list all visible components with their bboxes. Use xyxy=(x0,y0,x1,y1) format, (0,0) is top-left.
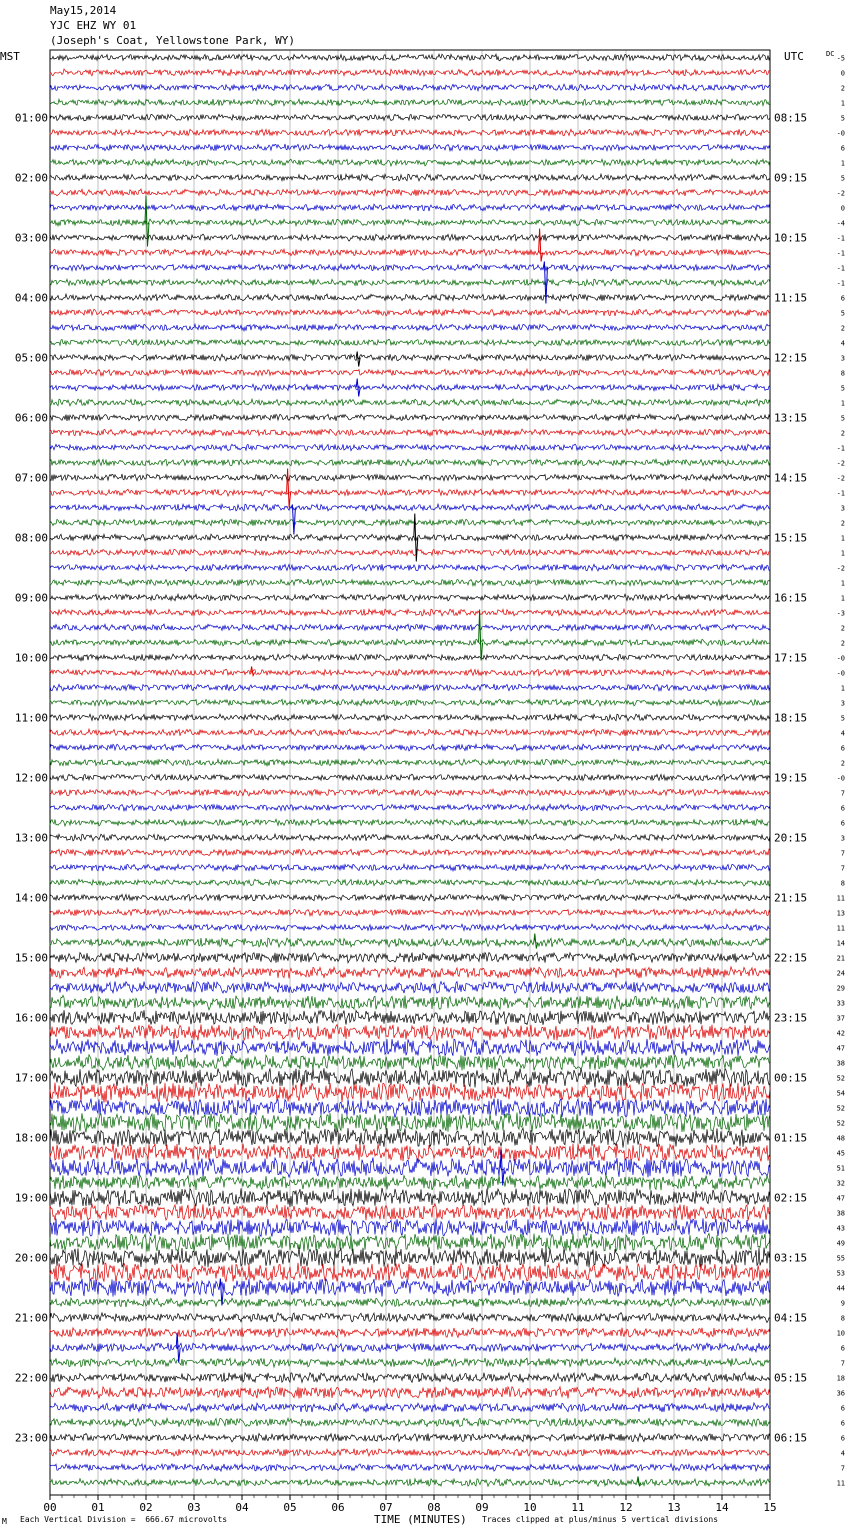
x-tick-label: 00 xyxy=(43,1501,57,1514)
left-hour-label: 05:00 xyxy=(14,351,48,365)
trace-row-87 xyxy=(50,1358,770,1367)
right-hour-label: 10:15 xyxy=(774,231,808,245)
right-hour-label: 09:15 xyxy=(774,171,808,185)
dc-offset-label: 3 xyxy=(840,699,845,708)
right-hour-label: 04:15 xyxy=(774,1311,808,1325)
left-hour-label: 23:00 xyxy=(14,1431,48,1445)
left-hour-label: 03:00 xyxy=(14,231,48,245)
dc-offset-label: -1 xyxy=(836,279,845,288)
trace-row-23 xyxy=(50,399,770,406)
dc-offset-label: 43 xyxy=(836,1224,845,1233)
right-hour-label: 01:15 xyxy=(774,1131,808,1145)
left-hour-label: 06:00 xyxy=(14,411,48,425)
dc-offset-label: 2 xyxy=(840,429,845,438)
dc-offset-label: 45 xyxy=(836,1149,845,1158)
dc-offset-label: 13 xyxy=(836,909,845,918)
trace-row-66 xyxy=(50,1039,770,1056)
right-hour-label: 15:15 xyxy=(774,531,808,545)
left-zone-label: MST xyxy=(0,50,20,63)
dc-offset-label: -2 xyxy=(836,189,845,198)
dc-offset-label: 14 xyxy=(836,939,845,948)
trace-row-69 xyxy=(50,1082,770,1103)
left-hour-label: 07:00 xyxy=(14,471,48,485)
trace-row-48 xyxy=(50,774,770,781)
right-hour-label: 18:15 xyxy=(774,711,808,725)
dc-offset-label: 6 xyxy=(840,1404,845,1413)
trace-row-58 xyxy=(50,924,770,931)
dc-offset-label: 18 xyxy=(836,1374,845,1383)
right-hour-label: 20:15 xyxy=(774,831,808,845)
trace-row-72 xyxy=(50,1128,770,1148)
dc-offset-label: 5 xyxy=(840,384,845,393)
trace-row-64 xyxy=(50,1010,770,1025)
dc-offset-label: 8 xyxy=(840,369,845,378)
trace-row-41 xyxy=(50,669,770,676)
right-hour-label: 22:15 xyxy=(774,951,808,965)
dc-offset-label: 52 xyxy=(836,1074,845,1083)
dc-offset-label: -1 xyxy=(836,444,845,453)
dc-offset-label: 6 xyxy=(840,144,845,153)
right-hour-label: 08:15 xyxy=(774,111,808,125)
trace-row-67 xyxy=(50,1054,770,1070)
dc-offset-label: 53 xyxy=(836,1269,845,1278)
right-hour-label: 16:15 xyxy=(774,591,808,605)
dc-offset-label: 2 xyxy=(840,519,845,528)
trace-row-80 xyxy=(50,1247,770,1268)
dc-offset-label: 51 xyxy=(836,1164,845,1173)
dc-offset-label: 37 xyxy=(836,1014,845,1023)
dc-offset-label: 6 xyxy=(840,1344,845,1353)
trace-row-33 xyxy=(50,549,770,556)
dc-offset-label: 1 xyxy=(840,99,845,108)
left-hour-label: 12:00 xyxy=(14,771,48,785)
trace-row-65 xyxy=(50,1024,770,1041)
dc-offset-label: 11 xyxy=(836,894,845,903)
trace-row-16 xyxy=(50,294,770,301)
dc-offset-label: -5 xyxy=(836,54,845,63)
dc-offset-label: -1 xyxy=(836,489,845,498)
trace-row-29 xyxy=(50,489,770,496)
trace-row-54 xyxy=(50,864,770,871)
trace-row-77 xyxy=(50,1204,770,1222)
trace-row-76 xyxy=(50,1188,770,1207)
left-hour-label: 16:00 xyxy=(14,1011,48,1025)
trace-row-14 xyxy=(50,264,770,271)
x-axis-title: TIME (MINUTES) xyxy=(374,1513,467,1526)
clip-note: Traces clipped at plus/minus 5 vertical divisions xyxy=(482,1515,719,1524)
dc-offset-label: 44 xyxy=(836,1284,845,1293)
right-hour-label: 00:15 xyxy=(774,1071,808,1085)
trace-row-73 xyxy=(50,1144,770,1162)
trace-row-89 xyxy=(50,1387,770,1399)
trace-row-62 xyxy=(50,981,770,993)
dc-offset-label: 5 xyxy=(840,309,845,318)
x-tick-label: 06 xyxy=(331,1501,345,1514)
left-hour-label: 10:00 xyxy=(14,651,48,665)
left-hour-label: 01:00 xyxy=(14,111,48,125)
left-hour-label: 13:00 xyxy=(14,831,48,845)
trace-row-3 xyxy=(50,99,770,106)
trace-row-42 xyxy=(50,684,770,691)
event-spike-9 xyxy=(251,667,255,676)
trace-row-8 xyxy=(50,174,770,181)
trace-row-12 xyxy=(50,234,770,241)
trace-row-51 xyxy=(50,819,770,826)
trace-row-83 xyxy=(50,1298,770,1307)
dc-offset-label: -0 xyxy=(836,669,845,678)
dc-offset-label: 32 xyxy=(836,1179,845,1188)
trace-row-86 xyxy=(50,1343,770,1352)
dc-offset-label: 9 xyxy=(840,1299,845,1308)
trace-row-0 xyxy=(50,54,770,61)
x-tick-label: 05 xyxy=(283,1501,297,1514)
x-tick-label: 11 xyxy=(571,1501,585,1514)
chart-location: (Joseph's Coat, Yellowstone Park, WY) xyxy=(50,34,296,47)
trace-row-61 xyxy=(50,967,770,979)
dc-offset-label: -4 xyxy=(836,219,845,228)
dc-offset-label: 6 xyxy=(840,819,845,828)
dc-offset-label: 4 xyxy=(840,1449,845,1458)
trace-row-7 xyxy=(50,159,770,166)
right-hour-label: 03:15 xyxy=(774,1251,808,1265)
trace-row-26 xyxy=(50,444,770,451)
dc-offset-label: 6 xyxy=(840,294,845,303)
trace-row-21 xyxy=(50,369,770,376)
x-tick-label: 10 xyxy=(523,1501,537,1514)
dc-offset-label: 36 xyxy=(836,1389,845,1398)
dc-offset-label: 2 xyxy=(840,759,845,768)
chart-station-title: YJC EHZ WY 01 xyxy=(50,19,137,32)
trace-row-19 xyxy=(50,339,770,346)
dc-offset-label: 7 xyxy=(840,849,845,858)
dc-offset-label: 52 xyxy=(836,1119,845,1128)
trace-row-27 xyxy=(50,459,770,466)
trace-row-34 xyxy=(50,564,770,571)
dc-offset-label: 8 xyxy=(840,1314,845,1323)
left-hour-label: 14:00 xyxy=(14,891,48,905)
x-tick-label: 14 xyxy=(715,1501,729,1514)
dc-offset-label: 5 xyxy=(840,414,845,423)
trace-row-44 xyxy=(50,714,770,721)
dc-offset-label: 54 xyxy=(836,1089,845,1098)
left-hour-label: 21:00 xyxy=(14,1311,48,1325)
trace-row-55 xyxy=(50,879,770,886)
trace-row-95 xyxy=(50,1479,770,1487)
x-tick-label: 12 xyxy=(619,1501,633,1514)
dc-offset-label: 48 xyxy=(836,1134,845,1143)
dc-offset-label: -2 xyxy=(836,459,845,468)
dc-offset-label: 52 xyxy=(836,1104,845,1113)
trace-row-75 xyxy=(50,1175,770,1190)
trace-row-38 xyxy=(50,624,770,631)
trace-row-60 xyxy=(50,952,770,962)
event-spike-14 xyxy=(637,1477,641,1486)
trace-row-82 xyxy=(50,1279,770,1297)
dc-offset-label: 24 xyxy=(836,969,845,978)
trace-row-53 xyxy=(50,849,770,856)
dc-offset-label: 1 xyxy=(840,534,845,543)
trace-row-84 xyxy=(50,1313,770,1323)
dc-offset-label: -0 xyxy=(836,774,845,783)
trace-row-85 xyxy=(50,1328,770,1338)
left-hour-label: 18:00 xyxy=(14,1131,48,1145)
chart-date: May15,2014 xyxy=(50,4,117,17)
trace-row-74 xyxy=(50,1158,770,1178)
x-tick-label: 04 xyxy=(235,1501,249,1514)
trace-row-50 xyxy=(50,804,770,811)
trace-row-10 xyxy=(50,204,770,211)
trace-row-20 xyxy=(50,354,770,361)
dc-offset-label: -2 xyxy=(836,474,845,483)
dc-offset-label: 3 xyxy=(840,504,845,513)
trace-row-59 xyxy=(50,938,770,947)
dc-offset-label: 47 xyxy=(836,1194,845,1203)
right-hour-label: 17:15 xyxy=(774,651,808,665)
dc-offset-label: 7 xyxy=(840,1359,845,1368)
dc-offset-label: 3 xyxy=(840,354,845,363)
trace-row-94 xyxy=(50,1464,770,1472)
dc-offset-label: 0 xyxy=(840,204,845,213)
right-hour-label: 05:15 xyxy=(774,1371,808,1385)
right-hour-label: 11:15 xyxy=(774,291,808,305)
dc-offset-label: 21 xyxy=(836,954,845,963)
dc-offset-label: 1 xyxy=(840,594,845,603)
dc-offset-label: 7 xyxy=(840,864,845,873)
dc-offset-label: 6 xyxy=(840,1419,845,1428)
x-tick-label: 15 xyxy=(763,1501,777,1514)
dc-offset-label: 7 xyxy=(840,1464,845,1473)
dc-offset-label: 2 xyxy=(840,624,845,633)
trace-row-81 xyxy=(50,1263,770,1283)
trace-row-79 xyxy=(50,1233,770,1251)
trace-row-43 xyxy=(50,699,770,706)
right-hour-label: 13:15 xyxy=(774,411,808,425)
trace-row-57 xyxy=(50,909,770,916)
dc-offset-label: 2 xyxy=(840,639,845,648)
trace-row-28 xyxy=(50,474,770,481)
trace-row-13 xyxy=(50,249,770,256)
dc-offset-label: -0 xyxy=(836,654,845,663)
trace-row-52 xyxy=(50,834,770,841)
dc-offset-label: 6 xyxy=(840,1434,845,1443)
left-hour-label: 11:00 xyxy=(14,711,48,725)
left-hour-label: 08:00 xyxy=(14,531,48,545)
left-hour-label: 20:00 xyxy=(14,1251,48,1265)
right-hour-label: 23:15 xyxy=(774,1011,808,1025)
dc-offset-label: 6 xyxy=(840,744,845,753)
trace-row-22 xyxy=(50,384,770,391)
event-spike-0 xyxy=(145,196,149,247)
dc-offset-label: 42 xyxy=(836,1029,845,1038)
trace-row-93 xyxy=(50,1449,770,1456)
left-hour-label: 02:00 xyxy=(14,171,48,185)
dc-offset-label: 1 xyxy=(840,684,845,693)
dc-offset-label: 11 xyxy=(836,924,845,933)
trace-row-45 xyxy=(50,729,770,736)
trace-row-71 xyxy=(50,1113,770,1133)
trace-row-17 xyxy=(50,309,770,316)
right-hour-label: 21:15 xyxy=(774,891,808,905)
right-hour-label: 06:15 xyxy=(774,1431,808,1445)
trace-row-4 xyxy=(50,114,770,121)
x-tick-label: 01 xyxy=(91,1501,105,1514)
dc-offset-label: 5 xyxy=(840,114,845,123)
trace-row-15 xyxy=(50,279,770,286)
dc-offset-label: 1 xyxy=(840,549,845,558)
x-tick-label: 13 xyxy=(667,1501,681,1514)
right-hour-label: 19:15 xyxy=(774,771,808,785)
trace-row-63 xyxy=(50,995,770,1010)
trace-row-18 xyxy=(50,324,770,331)
dc-offset-label: -2 xyxy=(836,564,845,573)
left-hour-label: 22:00 xyxy=(14,1371,48,1385)
dc-offset-label: 38 xyxy=(836,1059,845,1068)
x-tick-label: 03 xyxy=(187,1501,201,1514)
trace-row-2 xyxy=(50,84,770,91)
trace-row-9 xyxy=(50,189,770,196)
dc-offset-label: 6 xyxy=(840,804,845,813)
dc-offset-label: 5 xyxy=(840,714,845,723)
dc-offset-label: 29 xyxy=(836,984,845,993)
scale-note: Each Vertical Division = 666.67 microvolts xyxy=(20,1515,228,1524)
trace-row-91 xyxy=(50,1418,770,1427)
trace-row-68 xyxy=(50,1068,770,1088)
dc-offset-label: 47 xyxy=(836,1044,845,1053)
dc-offset-label: 4 xyxy=(840,729,845,738)
dc-offset-label: -0 xyxy=(836,129,845,138)
trace-row-78 xyxy=(50,1218,770,1236)
trace-row-31 xyxy=(50,519,770,526)
left-hour-label: 17:00 xyxy=(14,1071,48,1085)
dc-offset-label: 2 xyxy=(840,84,845,93)
right-hour-label: 12:15 xyxy=(774,351,808,365)
trace-row-1 xyxy=(50,69,770,76)
dc-header: DC xyxy=(826,50,835,58)
trace-row-92 xyxy=(50,1433,770,1441)
dc-offset-label: -1 xyxy=(836,249,845,258)
x-tick-label: 08 xyxy=(427,1501,441,1514)
x-tick-label: 09 xyxy=(475,1501,489,1514)
left-hour-label: 09:00 xyxy=(14,591,48,605)
trace-row-46 xyxy=(50,744,770,751)
right-hour-label: 14:15 xyxy=(774,471,808,485)
x-tick-label: 07 xyxy=(379,1501,393,1514)
trace-row-6 xyxy=(50,144,770,151)
right-hour-label: 02:15 xyxy=(774,1191,808,1205)
dc-offset-label: 1 xyxy=(840,159,845,168)
trace-row-36 xyxy=(50,594,770,601)
trace-row-37 xyxy=(50,609,770,616)
x-tick-label: 02 xyxy=(139,1501,153,1514)
trace-row-30 xyxy=(50,504,770,511)
left-hour-label: 04:00 xyxy=(14,291,48,305)
dc-offset-label: 7 xyxy=(840,789,845,798)
trace-row-32 xyxy=(50,534,770,541)
trace-row-24 xyxy=(50,414,770,421)
dc-offset-label: 10 xyxy=(836,1329,845,1338)
dc-offset-label: 11 xyxy=(836,1479,845,1488)
corner-mark: M xyxy=(2,1517,7,1526)
trace-row-11 xyxy=(50,219,770,226)
dc-offset-label: 4 xyxy=(840,339,845,348)
dc-offset-label: 49 xyxy=(836,1239,845,1248)
trace-row-5 xyxy=(50,129,770,136)
trace-row-35 xyxy=(50,579,770,586)
trace-row-25 xyxy=(50,429,770,436)
dc-offset-label: 2 xyxy=(840,324,845,333)
dc-offset-label: 38 xyxy=(836,1209,845,1218)
dc-offset-label: 33 xyxy=(836,999,845,1008)
dc-offset-label: 5 xyxy=(840,174,845,183)
dc-offset-label: -1 xyxy=(836,234,845,243)
dc-offset-label: 55 xyxy=(836,1254,845,1263)
dc-offset-label: 0 xyxy=(840,69,845,78)
dc-offset-label: -3 xyxy=(836,609,845,618)
dc-offset-label: 1 xyxy=(840,579,845,588)
dc-offset-label: 3 xyxy=(840,834,845,843)
dc-offset-label: 8 xyxy=(840,879,845,888)
trace-row-40 xyxy=(50,654,770,661)
left-hour-label: 15:00 xyxy=(14,951,48,965)
trace-row-88 xyxy=(50,1373,770,1383)
right-zone-label: UTC xyxy=(784,50,804,63)
trace-row-47 xyxy=(50,759,770,766)
trace-row-39 xyxy=(50,639,770,646)
dc-offset-label: -1 xyxy=(836,264,845,273)
trace-row-56 xyxy=(50,894,770,901)
event-spike-1 xyxy=(539,229,543,262)
trace-row-49 xyxy=(50,789,770,796)
trace-row-90 xyxy=(50,1403,770,1412)
dc-offset-label: 1 xyxy=(840,399,845,408)
left-hour-label: 19:00 xyxy=(14,1191,48,1205)
event-spike-10 xyxy=(534,934,538,949)
